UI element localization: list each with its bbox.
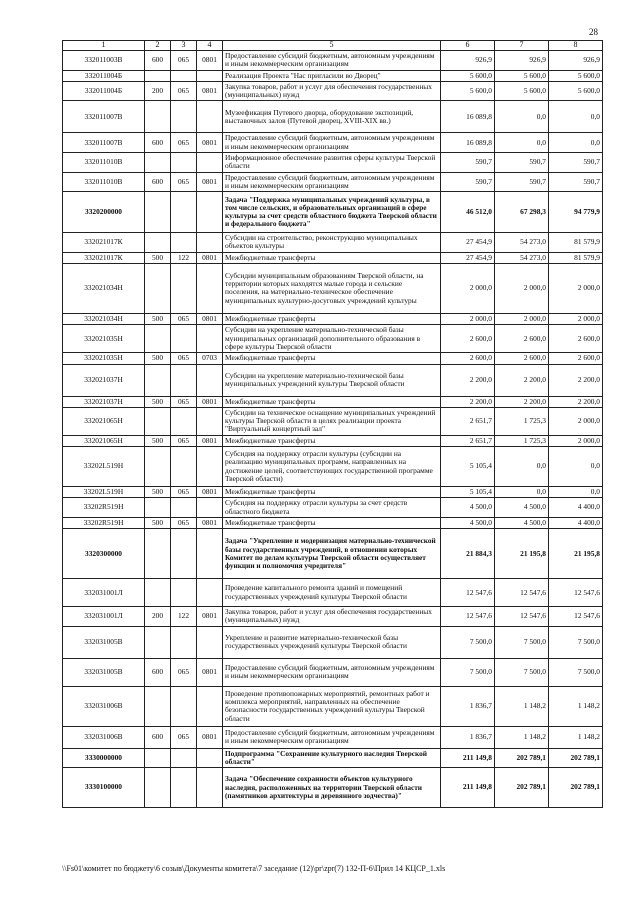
cell-v7: 2 000,0	[495, 313, 549, 324]
cell-c2	[145, 498, 171, 518]
cell-v8: 5 600,0	[549, 70, 603, 81]
table-row	[63, 407, 603, 435]
cell-c2: 500	[145, 252, 171, 263]
cell-c2: 600	[145, 726, 171, 748]
cell-c3: 065	[171, 658, 197, 686]
table-row	[63, 658, 603, 686]
cell-c4: 0801	[197, 396, 223, 407]
cell-c2	[145, 325, 171, 353]
table-row	[63, 487, 603, 498]
cell-code: 33202L519Н	[63, 447, 145, 487]
cell-c3	[171, 101, 197, 133]
table-row	[63, 498, 603, 518]
cell-c3: 065	[171, 396, 197, 407]
cell-c4	[197, 579, 223, 607]
cell-v7: 0,0	[495, 447, 549, 487]
cell-code: 3330100000	[63, 768, 145, 808]
cell-desc: Межбюджетные трансферты	[223, 517, 441, 528]
cell-c2	[145, 686, 171, 726]
table-row	[63, 364, 603, 396]
cell-v8: 0,0	[549, 101, 603, 133]
cell-v8: 2 000,0	[549, 313, 603, 324]
cell-c2: 200	[145, 607, 171, 627]
cell-v6: 1 836,7	[441, 686, 495, 726]
cell-c3	[171, 407, 197, 435]
cell-c2	[145, 192, 171, 233]
table-row	[63, 768, 603, 808]
cell-code: 332021035Н	[63, 325, 145, 353]
cell-c3: 065	[171, 435, 197, 446]
cell-v8: 1 148,2	[549, 726, 603, 748]
cell-v7: 4 500,0	[495, 517, 549, 528]
table-row	[63, 447, 603, 487]
cell-v6: 4 500,0	[441, 517, 495, 528]
cell-c2: 500	[145, 313, 171, 324]
cell-desc: Проведение противопожарных мероприятий, ремонтных работ и комплекса мероприятий, направленных на обеспечение безопасности государственных учреждений культуры Тверской области	[223, 686, 441, 726]
cell-v7: 1 725,3	[495, 407, 549, 435]
cell-v8: 0,0	[549, 133, 603, 153]
table-row	[63, 133, 603, 153]
cell-v6: 2 600,0	[441, 325, 495, 353]
cell-c4	[197, 364, 223, 396]
cell-v7: 1 725,3	[495, 435, 549, 446]
column-header: 3	[171, 41, 197, 51]
cell-c3	[171, 768, 197, 808]
cell-code: 332031005В	[63, 626, 145, 658]
table-row	[63, 313, 603, 324]
cell-code: 332011007В	[63, 133, 145, 153]
cell-desc: Субсидии на укрепление материально-технической базы муниципальных учреждений культуры Тверской области	[223, 364, 441, 396]
cell-v6: 2 000,0	[441, 263, 495, 313]
cell-c3	[171, 263, 197, 313]
cell-v7: 590,7	[495, 172, 549, 192]
cell-code: 332031001Л	[63, 607, 145, 627]
table-row	[63, 51, 603, 71]
cell-code: 332031006В	[63, 686, 145, 726]
cell-code: 332021065Н	[63, 407, 145, 435]
cell-c2	[145, 529, 171, 579]
table-row	[63, 726, 603, 748]
cell-code: 332031006В	[63, 726, 145, 748]
cell-v8: 21 195,8	[549, 529, 603, 579]
cell-v7: 926,9	[495, 51, 549, 71]
cell-v8: 5 600,0	[549, 81, 603, 101]
cell-c3: 065	[171, 517, 197, 528]
cell-v6: 2 600,0	[441, 353, 495, 364]
cell-v6: 27 454,9	[441, 233, 495, 253]
cell-desc: Подпрограмма "Сохранение культурного наследия Тверской области"	[223, 748, 441, 767]
cell-v6: 5 105,4	[441, 447, 495, 487]
cell-desc: Межбюджетные трансферты	[223, 396, 441, 407]
cell-c2	[145, 233, 171, 253]
cell-v8: 12 547,6	[549, 579, 603, 607]
cell-c2: 600	[145, 172, 171, 192]
cell-code: 332011010В	[63, 172, 145, 192]
cell-v6: 12 547,6	[441, 579, 495, 607]
cell-c2: 600	[145, 51, 171, 71]
cell-c3	[171, 748, 197, 767]
cell-v7: 0,0	[495, 487, 549, 498]
cell-c2	[145, 768, 171, 808]
cell-v6: 1 836,7	[441, 726, 495, 748]
cell-code: 332031005В	[63, 658, 145, 686]
cell-v6: 16 089,8	[441, 133, 495, 153]
cell-desc: Информационное обеспечение развития сферы культуры Тверской области	[223, 152, 441, 172]
cell-c3	[171, 233, 197, 253]
cell-c4	[197, 152, 223, 172]
cell-c3: 065	[171, 313, 197, 324]
cell-v8: 7 500,0	[549, 658, 603, 686]
cell-c4: 0801	[197, 435, 223, 446]
cell-c4	[197, 233, 223, 253]
cell-c4: 0801	[197, 313, 223, 324]
cell-code: 332021017К	[63, 233, 145, 253]
cell-v6: 2 651,7	[441, 435, 495, 446]
cell-code: 332021017К	[63, 252, 145, 263]
cell-v8: 2 000,0	[549, 435, 603, 446]
cell-v6: 5 600,0	[441, 81, 495, 101]
cell-desc: Предоставление субсидий бюджетным, автономным учреждениям и иным некоммерческим организациям	[223, 51, 441, 71]
cell-c3	[171, 325, 197, 353]
cell-v7: 12 547,6	[495, 579, 549, 607]
cell-v7: 2 200,0	[495, 364, 549, 396]
table-row	[63, 152, 603, 172]
cell-v7: 5 600,0	[495, 70, 549, 81]
cell-c3: 065	[171, 172, 197, 192]
cell-code: 332021034Н	[63, 263, 145, 313]
cell-code: 3330000000	[63, 748, 145, 767]
table-row	[63, 172, 603, 192]
cell-c4	[197, 447, 223, 487]
cell-c4: 0801	[197, 726, 223, 748]
column-header: 2	[145, 41, 171, 51]
cell-v6: 7 500,0	[441, 658, 495, 686]
cell-desc: Предоставление субсидий бюджетным, автономным учреждениям и иным некоммерческим организациям	[223, 658, 441, 686]
cell-v6: 211 149,8	[441, 748, 495, 767]
cell-desc: Проведение капитального ремонта зданий и помещений государственных учреждений культуры Тверской области	[223, 579, 441, 607]
cell-c4	[197, 686, 223, 726]
cell-v6: 27 454,9	[441, 252, 495, 263]
cell-desc: Межбюджетные трансферты	[223, 487, 441, 498]
column-header: 4	[197, 41, 223, 51]
cell-v7: 1 148,2	[495, 686, 549, 726]
cell-v7: 1 148,2	[495, 726, 549, 748]
cell-code: 332021065Н	[63, 435, 145, 446]
cell-v7: 54 273,0	[495, 252, 549, 263]
cell-code: 3320300000	[63, 529, 145, 579]
cell-c3	[171, 192, 197, 233]
cell-v7: 54 273,0	[495, 233, 549, 253]
cell-c2	[145, 626, 171, 658]
cell-c2: 500	[145, 353, 171, 364]
cell-c4	[197, 529, 223, 579]
cell-c3	[171, 686, 197, 726]
cell-c2: 600	[145, 133, 171, 153]
cell-v8: 2 200,0	[549, 364, 603, 396]
cell-c4: 0703	[197, 353, 223, 364]
cell-c4: 0801	[197, 658, 223, 686]
cell-v7: 2 600,0	[495, 353, 549, 364]
cell-code: 332021035Н	[63, 353, 145, 364]
cell-v8: 4 400,0	[549, 517, 603, 528]
cell-v7: 0,0	[495, 101, 549, 133]
cell-c3	[171, 70, 197, 81]
cell-c4: 0801	[197, 51, 223, 71]
cell-c3	[171, 498, 197, 518]
cell-code: 332011004Б	[63, 81, 145, 101]
cell-c3: 065	[171, 133, 197, 153]
cell-code: 332011007В	[63, 101, 145, 133]
cell-v7: 21 195,8	[495, 529, 549, 579]
cell-c3	[171, 152, 197, 172]
cell-desc: Закупка товаров, работ и услуг для обеспечения государственных (муниципальных) нужд	[223, 81, 441, 101]
cell-v7: 2 600,0	[495, 325, 549, 353]
cell-desc: Предоставление субсидий бюджетным, автономным учреждениям и иным некоммерческим организациям	[223, 726, 441, 748]
cell-c3	[171, 626, 197, 658]
cell-v6: 16 089,8	[441, 101, 495, 133]
cell-c2	[145, 447, 171, 487]
cell-desc: Межбюджетные трансферты	[223, 353, 441, 364]
table-row	[63, 252, 603, 263]
cell-code: 332011010В	[63, 152, 145, 172]
table-row	[63, 626, 603, 658]
table-row	[63, 101, 603, 133]
cell-c3: 065	[171, 726, 197, 748]
cell-v6: 21 884,3	[441, 529, 495, 579]
cell-c4	[197, 70, 223, 81]
cell-desc: Межбюджетные трансферты	[223, 252, 441, 263]
cell-c3: 122	[171, 607, 197, 627]
cell-v6: 2 200,0	[441, 364, 495, 396]
cell-code: 332011003В	[63, 51, 145, 71]
cell-c3: 065	[171, 353, 197, 364]
cell-c3	[171, 579, 197, 607]
cell-desc: Задача "Поддержка муниципальных учреждений культуры, в том числе сельских, и образовательных организаций в сфере культуры за счет средств областного бюджета Тверской области и федерального бюджета"	[223, 192, 441, 233]
cell-c3: 065	[171, 487, 197, 498]
cell-c4	[197, 263, 223, 313]
cell-v8: 1 148,2	[549, 686, 603, 726]
cell-v8: 2 000,0	[549, 407, 603, 435]
table-row	[63, 748, 603, 767]
cell-v8: 0,0	[549, 487, 603, 498]
cell-v7: 2 200,0	[495, 396, 549, 407]
cell-c3	[171, 529, 197, 579]
cell-c4	[197, 192, 223, 233]
cell-c4	[197, 626, 223, 658]
cell-c3: 122	[171, 252, 197, 263]
cell-c4	[197, 768, 223, 808]
cell-desc: Субсидии на строительство, реконструкцию муниципальных объектов культуры	[223, 233, 441, 253]
cell-v6: 211 149,8	[441, 768, 495, 808]
cell-code: 332021037Н	[63, 396, 145, 407]
cell-c2	[145, 407, 171, 435]
cell-v7: 5 600,0	[495, 81, 549, 101]
table-row	[63, 435, 603, 446]
cell-c4	[197, 748, 223, 767]
cell-c2: 200	[145, 81, 171, 101]
cell-v7: 202 789,1	[495, 768, 549, 808]
cell-v6: 590,7	[441, 152, 495, 172]
cell-code: 332021034Н	[63, 313, 145, 324]
column-header: 6	[441, 41, 495, 51]
cell-desc: Задача "Укрепление и модернизация материально-технической базы государственных учреждений, в отношении которых Комитет по делам культуры Тверской области осуществляет функции и полномочия учредителя"	[223, 529, 441, 579]
cell-v8: 2 600,0	[549, 325, 603, 353]
column-header: 5	[223, 41, 441, 51]
cell-c3	[171, 364, 197, 396]
cell-code: 332031001Л	[63, 579, 145, 607]
cell-v6: 2 200,0	[441, 396, 495, 407]
cell-v8: 202 789,1	[549, 768, 603, 808]
table-row	[63, 263, 603, 313]
cell-desc: Предоставление субсидий бюджетным, автономным учреждениям и иным некоммерческим организациям	[223, 133, 441, 153]
cell-c2: 500	[145, 435, 171, 446]
cell-v6: 926,9	[441, 51, 495, 71]
cell-v8: 81 579,9	[549, 252, 603, 263]
cell-v8: 926,9	[549, 51, 603, 71]
table-row	[63, 396, 603, 407]
cell-c4: 0801	[197, 487, 223, 498]
cell-code: 33202L519Н	[63, 487, 145, 498]
cell-c3: 065	[171, 51, 197, 71]
table-row	[63, 81, 603, 101]
table-row	[63, 353, 603, 364]
cell-v6: 5 105,4	[441, 487, 495, 498]
cell-c2: 500	[145, 396, 171, 407]
cell-v6: 2 651,7	[441, 407, 495, 435]
table-row	[63, 70, 603, 81]
cell-code: 33202R519Н	[63, 517, 145, 528]
cell-v7: 67 298,3	[495, 192, 549, 233]
cell-v6: 46 512,0	[441, 192, 495, 233]
cell-v7: 2 000,0	[495, 263, 549, 313]
cell-v6: 7 500,0	[441, 626, 495, 658]
cell-desc: Предоставление субсидий бюджетным, автономным учреждениям и иным некоммерческим организациям	[223, 172, 441, 192]
cell-v8: 590,7	[549, 172, 603, 192]
cell-c2	[145, 152, 171, 172]
cell-c2	[145, 101, 171, 133]
cell-c4: 0801	[197, 133, 223, 153]
budget-table	[62, 40, 603, 808]
cell-v8: 590,7	[549, 152, 603, 172]
cell-c3: 065	[171, 81, 197, 101]
cell-v6: 2 000,0	[441, 313, 495, 324]
cell-v7: 7 500,0	[495, 658, 549, 686]
file-path-footer: \\Fs01\комитет по бюджету\6 созыв\Документы комитета\7 заседание (12)\pr\zpr(7) 132-П-6\Прил 14 КЦСР_1.xls	[62, 864, 446, 873]
table-row	[63, 192, 603, 233]
cell-c4	[197, 498, 223, 518]
cell-code: 332011004Б	[63, 70, 145, 81]
table-row	[63, 233, 603, 253]
column-header: 8	[549, 41, 603, 51]
cell-v8: 81 579,9	[549, 233, 603, 253]
cell-c4	[197, 101, 223, 133]
table-row	[63, 529, 603, 579]
table-row	[63, 607, 603, 627]
table-row	[63, 325, 603, 353]
cell-code: 33202R519Н	[63, 498, 145, 518]
cell-desc: Реализация Проекта "Нас пригласили во Дворец"	[223, 70, 441, 81]
cell-v8: 4 400,0	[549, 498, 603, 518]
cell-v8: 7 500,0	[549, 626, 603, 658]
table-row	[63, 579, 603, 607]
cell-v7: 202 789,1	[495, 748, 549, 767]
cell-v8: 202 789,1	[549, 748, 603, 767]
cell-c3	[171, 447, 197, 487]
cell-desc: Субсидия на поддержку отрасли культуры за счет средств областного бюджета	[223, 498, 441, 518]
cell-desc: Музеефикация Путевого дворца, оборудование экспозиций, выставочных залов (Путевой дворец, XVIII-XIX вв.)	[223, 101, 441, 133]
cell-c4: 0801	[197, 517, 223, 528]
cell-c2: 600	[145, 658, 171, 686]
cell-c4	[197, 325, 223, 353]
cell-c2: 500	[145, 487, 171, 498]
cell-desc: Субсидии на укрепление материально-технической базы муниципальных организаций дополнительного образования в сфере культуры Тверской области	[223, 325, 441, 353]
cell-c2	[145, 579, 171, 607]
cell-desc: Укрепление и развитие материально-технической базы государственных учреждений культуры Тверской области	[223, 626, 441, 658]
cell-v6: 4 500,0	[441, 498, 495, 518]
column-header-row	[63, 41, 603, 51]
cell-v6: 12 547,6	[441, 607, 495, 627]
cell-c2	[145, 70, 171, 81]
cell-desc: Субсидии муниципальным образованиям Тверской области, на территории которых находятся малые города и сельские поселения, на материально-техническое обеспечение муниципальных культурно-досуговых учреждений культуры	[223, 263, 441, 313]
cell-c4: 0801	[197, 252, 223, 263]
cell-v8: 94 779,9	[549, 192, 603, 233]
cell-desc: Закупка товаров, работ и услуг для обеспечения государственных (муниципальных) нужд	[223, 607, 441, 627]
cell-v6: 590,7	[441, 172, 495, 192]
cell-desc: Межбюджетные трансферты	[223, 313, 441, 324]
table-row	[63, 517, 603, 528]
cell-v7: 12 547,6	[495, 607, 549, 627]
cell-code: 3320200000	[63, 192, 145, 233]
cell-c4: 0801	[197, 172, 223, 192]
cell-desc: Субсидия на поддержку отрасли культуры (субсидии на реализацию муниципальных программ, направленных на достижение целей, соответствующих государственной программе Тверской области)	[223, 447, 441, 487]
cell-v7: 4 500,0	[495, 498, 549, 518]
cell-desc: Задача "Обеспечение сохранности объектов культурного наследия, расположенных на территории Тверской области (памятников архитектуры и деревянного зодчества)"	[223, 768, 441, 808]
cell-desc: Субсидии на техническое оснащение муниципальных учреждений культуры Тверской области в целях реализации проекта "Виртуальный концертный зал"	[223, 407, 441, 435]
cell-v7: 590,7	[495, 152, 549, 172]
cell-v8: 2 200,0	[549, 396, 603, 407]
table-row	[63, 686, 603, 726]
cell-v8: 2 000,0	[549, 263, 603, 313]
cell-c2	[145, 364, 171, 396]
cell-c4: 0801	[197, 607, 223, 627]
column-header: 7	[495, 41, 549, 51]
page-number: 28	[589, 27, 598, 37]
cell-v6: 5 600,0	[441, 70, 495, 81]
cell-c4	[197, 407, 223, 435]
cell-c2	[145, 263, 171, 313]
cell-c2: 500	[145, 517, 171, 528]
cell-v7: 0,0	[495, 133, 549, 153]
cell-v7: 7 500,0	[495, 626, 549, 658]
cell-v8: 2 600,0	[549, 353, 603, 364]
cell-v8: 0,0	[549, 447, 603, 487]
cell-v8: 12 547,6	[549, 607, 603, 627]
cell-c4: 0801	[197, 81, 223, 101]
cell-c2	[145, 748, 171, 767]
cell-desc: Межбюджетные трансферты	[223, 435, 441, 446]
cell-code: 332021037Н	[63, 364, 145, 396]
column-header: 1	[63, 41, 145, 51]
